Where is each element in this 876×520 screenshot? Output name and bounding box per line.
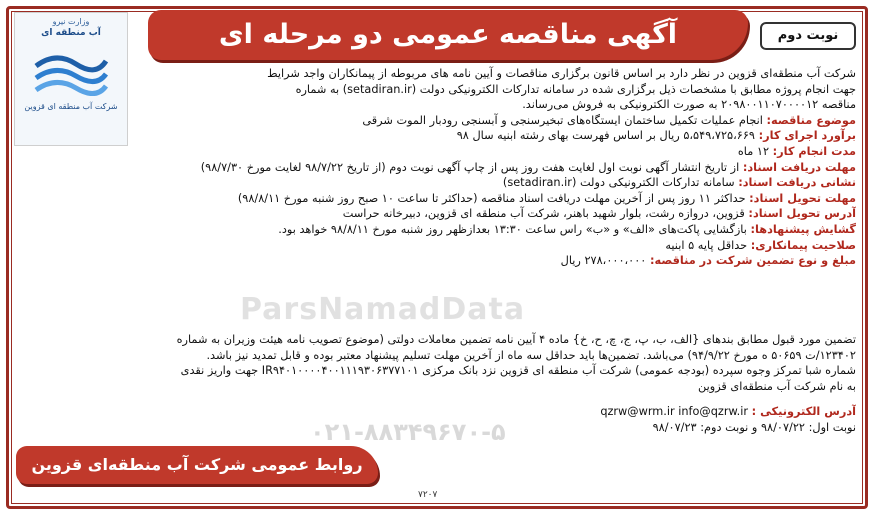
field-qualification <box>132 238 856 254</box>
field-label: گشایش پیشنهادها: <box>750 222 856 236</box>
field-value: حداقل پایه ۵ ابنیه <box>665 238 751 252</box>
field-label: مدت انجام کار: <box>772 144 856 158</box>
field-subject <box>132 113 856 129</box>
notice-body <box>132 66 856 269</box>
field-label: آدرس تحویل اسناد: <box>748 207 856 221</box>
publish-dates: نوبت اول: ۹۸/۰۷/۲۲ و نوبت دوم: ۹۸/۰۷/۲۳ <box>652 420 856 434</box>
logo-name: آب منطقه ای <box>41 28 101 38</box>
guarantee-line: ۱۲۳۴۰۲/ت ۵۰۶۵۹ ه مورخ ۹۴/۹/۲۲) می‌باشد. تضمین‌ها باید حداقل سه ماه از آخرین مهلت تسلیم پیشنهاد معتبر بوده و قابل تمدید نیز باشد. <box>206 348 856 362</box>
field-label: نشانی دریافت اسناد: <box>738 176 856 190</box>
field-value: بازگشایی پاکت‌های «الف» و «ب» راس ساعت ۱۳:۳۰ بعدازظهر روز شنبه مورخ ۹۸/۸/۱۱ خواهد بود. <box>278 222 751 236</box>
guarantee-line: شماره شبا تمرکز وجوه سپرده (بودجه عمومی) شرکت آب منطقه ای قزوین نزد بانک مرکزی IR۹۴۰۱۰۰۰۰۴۰۰۱۱۱۹۳۰۶۳۷۷۱۰۱ جهت واریز نقدی <box>180 364 856 378</box>
field-value: از تاریخ انتشار آگهی نوبت اول لغایت هفت روز پس از چاپ آگهی نوبت دوم (از تاریخ ۹۸/۷/۲۲ لغایت مورخ ۹۸/۷/۳۰) <box>200 160 743 174</box>
field-opening <box>132 222 856 238</box>
field-doc-deadline <box>132 160 856 176</box>
guarantee-line: به نام شرکت آب منطقه‌ای قزوین <box>698 379 856 393</box>
field-submit-address <box>132 206 856 222</box>
field-estimate <box>132 128 856 144</box>
round-badge: نوبت دوم <box>760 22 856 50</box>
intro-line: شرکت آب منطقه‌ای قزوین در نظر دارد بر اساس قانون برگزاری مناقصات و آیین نامه های مربوطه از پیمانکاران واجد شرایط <box>267 67 856 80</box>
intro-line: جهت انجام پروژه مطابق با مشخصات ذیل برگزاری شده در سامانه تدارکات الکترونیکی دولت (setadiran.ir) به شماره <box>295 82 856 96</box>
field-label: مهلت تحویل اسناد: <box>749 191 856 205</box>
notice-title: آگهی مناقصه عمومی دو مرحله ای <box>148 10 748 60</box>
field-label: برآورد اجرای کار: <box>758 129 856 143</box>
field-value: انجام عملیات تکمیل ساختمان ایستگاه‌های تبخیرسنجی و آبسنجی رودبار الموت شرقی <box>362 113 767 127</box>
logo-top-text: وزارت نیرو <box>52 17 90 26</box>
field-duration <box>132 144 856 160</box>
field-label: صلاحیت پیمانکاری: <box>750 238 856 252</box>
footer-banner: روابط عمومی شرکت آب منطقه‌ای قزوین <box>16 446 378 484</box>
field-value: ۲۷۸،۰۰۰،۰۰۰ ریال <box>560 254 650 268</box>
field-label: مبلغ و نوع تضمین شرکت در مناقصه: <box>649 254 856 268</box>
field-value: قزوین، دروازه رشت، بلوار شهید باهنر، شرکت آب منطقه ای قزوین، دبیرخانه حراست <box>342 207 749 221</box>
notice-code: ۷۲۰۷ <box>418 490 438 500</box>
field-doc-address <box>132 175 856 191</box>
email-label: آدرس الکترونیکی : <box>751 405 856 419</box>
field-value: ۱۲ ماه <box>737 144 773 158</box>
field-value: حداکثر ۱۱ روز پس از آخرین مهلت دریافت اسناد مناقصه (حداکثر تا ساعت ۱۰ صبح روز شنبه مورخ ۹۸/۸/۱۱) <box>237 191 750 205</box>
watermark-phone: ۰۲۱-۸۸۳۴۹۶۷۰-۵ <box>310 418 506 446</box>
field-submit-deadline <box>132 191 856 207</box>
intro-line: مناقصه ۲۰۹۸۰۰۱۱۰۷۰۰۰۰۱۲ به صورت الکترونیکی به فروش می‌رساند. <box>522 98 856 112</box>
field-label: مهلت دریافت اسناد: <box>742 160 856 174</box>
company-logo <box>14 12 128 146</box>
field-label: موضوع مناقصه: <box>766 113 856 127</box>
field-value: ۵،۵۴۹،۷۲۵،۶۶۹ ریال بر اساس فهرست بهای رشته ابنیه سال ۹۸ <box>456 129 759 143</box>
guarantee-line: تضمین مورد قبول مطابق بندهای {الف، ب، پ، ج، چ، ح، خ} ماده ۴ آیین نامه تضمین معاملات دولتی (موضوع تصویب نامه هیئت وزیران به شماره <box>176 333 856 346</box>
water-wave-icon <box>31 46 111 96</box>
email-value[interactable]: qzrw@wrm.ir info@qzrw.ir <box>600 405 752 419</box>
field-value: سامانه تدارکات الکترونیکی دولت (setadiran.ir) <box>502 176 739 190</box>
watermark-text: ParsNamadData <box>240 292 526 327</box>
logo-bottom-text: شرکت آب منطقه ای قزوین <box>24 102 118 111</box>
field-guarantee <box>132 253 856 269</box>
